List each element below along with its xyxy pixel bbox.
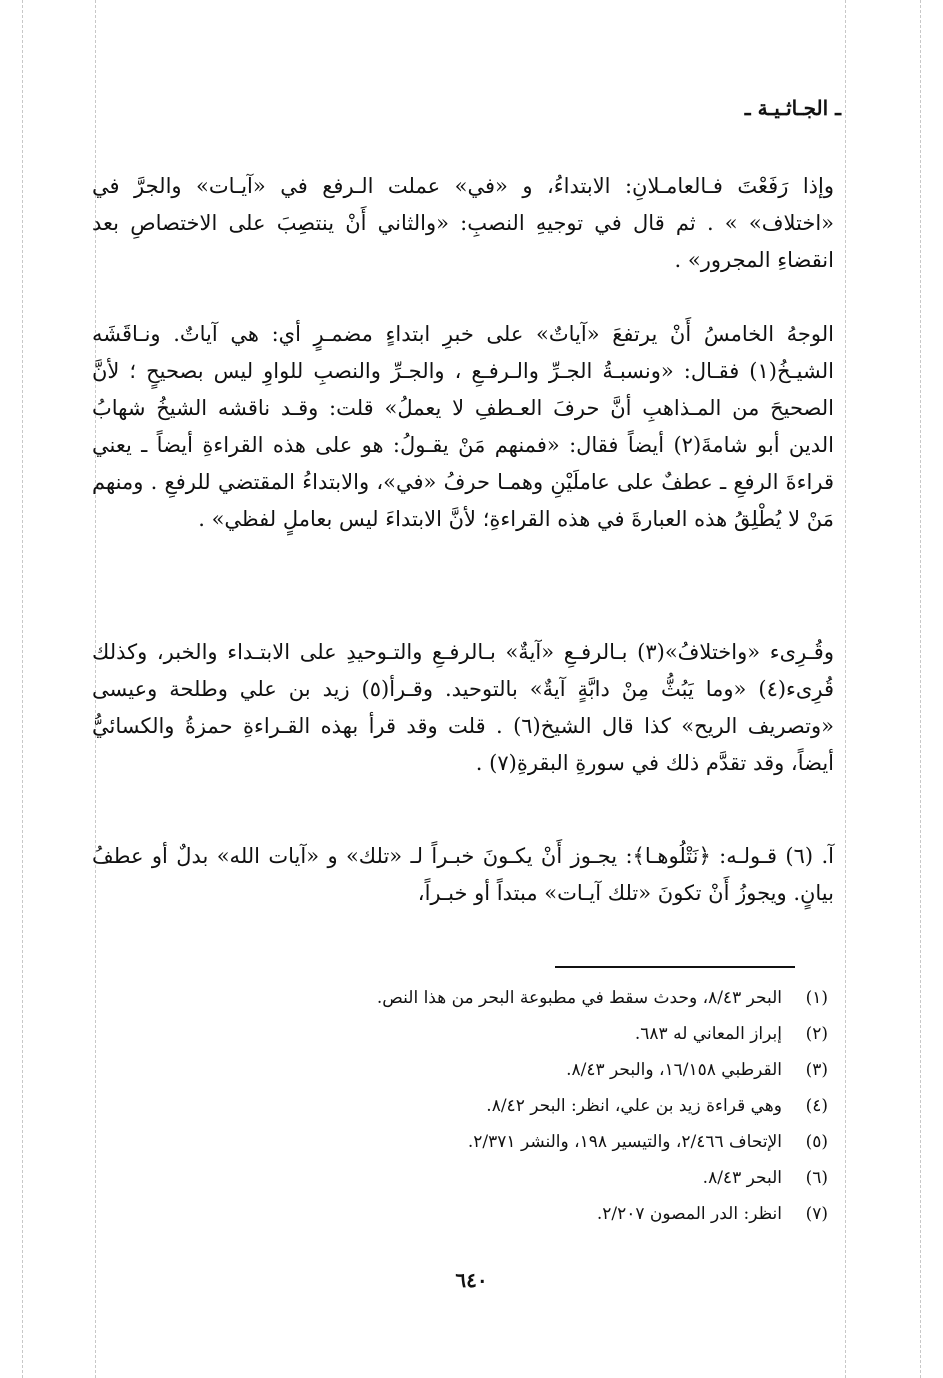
footnote-4 — [188, 1088, 828, 1124]
footnote-text: الإتحاف ٢/٤٦٦، والتيسير ١٩٨، والنشر ٢/٣٧١. — [467, 1132, 782, 1152]
footnote-text: البحر ٨/٤٣، وحدث سقط في مطبوعة البحر من هذا النص. — [376, 988, 782, 1008]
footnote-number: (٢) — [805, 1024, 828, 1044]
footnote-2 — [188, 1016, 828, 1052]
footnote-text: انظر: الدر المصون ٢/٢٠٧. — [596, 1204, 782, 1224]
page-number: ٦٤٠ — [455, 1268, 488, 1292]
paragraph-3: وقُـرِىء «واختلافُ»(٣) بـالرفـعِ «آيةٌ» بـالرفـعِ والتـوحيدِ على الابتـداء والخبر، وكذلك قُرِىء(٤) «وما يَبُثُّ مِنْ دابَّةٍ آيةٌ» بالتوحيد. وقـرأ(٥) زيد بن علي وطلحة وعيسى «وتصريف الريح» كذا قال الشيخ(٦) . قلت وقد قرأ بهذه القـراءةِ حمزةُ والكسائيُّ أيضاً، وقد تقدَّم ذلك في سورةِ البقرةِ(٧) . — [92, 640, 834, 775]
footnote-text: إبراز المعاني له ٦٨٣. — [634, 1024, 782, 1044]
footnote-number: (١) — [805, 988, 828, 1008]
footnote-number: (٦) — [805, 1168, 828, 1188]
footnote-number: (٤) — [805, 1096, 828, 1116]
footnote-number: (٧) — [805, 1204, 828, 1224]
running-header: ـ الجـاثـيـة ـ — [744, 96, 841, 120]
footnote-6 — [188, 1160, 828, 1196]
footnote-text: البحر ٨/٤٣. — [702, 1168, 782, 1188]
paragraph-1: وإذا رَفَعْتَ فـالعامـلانِ: الابتداءُ، و «في» عملت الـرفع في «آيـات» والجرَّ في «اختلاف» » . ثم قال في توجيهِ النصبِ: «والثاني أَنْ ينتصِبَ على الاختصاصِ بعد انقضاءِ المجرور» . — [92, 174, 834, 272]
footnotes — [188, 980, 828, 1232]
footnote-separator — [555, 966, 795, 968]
footnote-7 — [188, 1196, 828, 1232]
footnote-text: وهي قراءة زيد بن علي، انظر: البحر ٨/٤٢. — [486, 1096, 782, 1116]
footnote-number: (٣) — [805, 1060, 828, 1080]
footnote-number: (٥) — [805, 1132, 828, 1152]
footnote-1 — [188, 980, 828, 1016]
paragraph-2: الوجهُ الخامسُ أَنْ يرتفعَ «آياتٌ» على خبرِ ابتداءٍ مضمـرٍ أي: هي آياتٌ. ونـاقَشَه الشيـخُ(١) فقـال: «ونسبـةُ الجـرِّ والـرفـعِ ، والجـرِّ والنصبِ للواوِ ليس بصحيحٍ ؛ لأنَّ الصحيحَ من المـذاهبِ أنَّ حرفَ العـطفِ لا يعملُ» قلت: وقـد ناقشه الشيخُ شهابُ الدين أبو شامةَ(٢) أيضاً فقال: «فمنهم مَنْ يقـولُ: هو على هذه القراءةِ أيضاً ـ يعني قراءةَ الرفعِ ـ عطفٌ على عاملَيْنِ وهمـا حرفُ «في»، والابتداءُ المقتضي للرفعِ . ومنهم مَنْ لا يُطْلِقُ هذه العبارةَ في هذه القراءةِ؛ لأنَّ الابتداءَ ليس بعاملٍ لفظي» . — [92, 322, 834, 531]
scan-guide-line — [920, 0, 921, 1378]
scan-guide-line — [22, 0, 23, 1378]
scan-guide-line — [845, 0, 846, 1378]
footnote-3 — [188, 1052, 828, 1088]
footnote-5 — [188, 1124, 828, 1160]
paragraph-4: آ. (٦) قـولـه: ﴿نَتْلُوهـا﴾: يجـوز أَنْ يكـونَ خبـراً لـ «تلك» و «آيات الله» بدلٌ أو عطفُ بيانٍ. ويجوزُ أَنْ تكونَ «تلك آيـات» مبتداً أو خبـراً، — [92, 844, 834, 905]
footnote-text: القرطبي ١٦/١٥٨، والبحر ٨/٤٣. — [566, 1060, 782, 1080]
